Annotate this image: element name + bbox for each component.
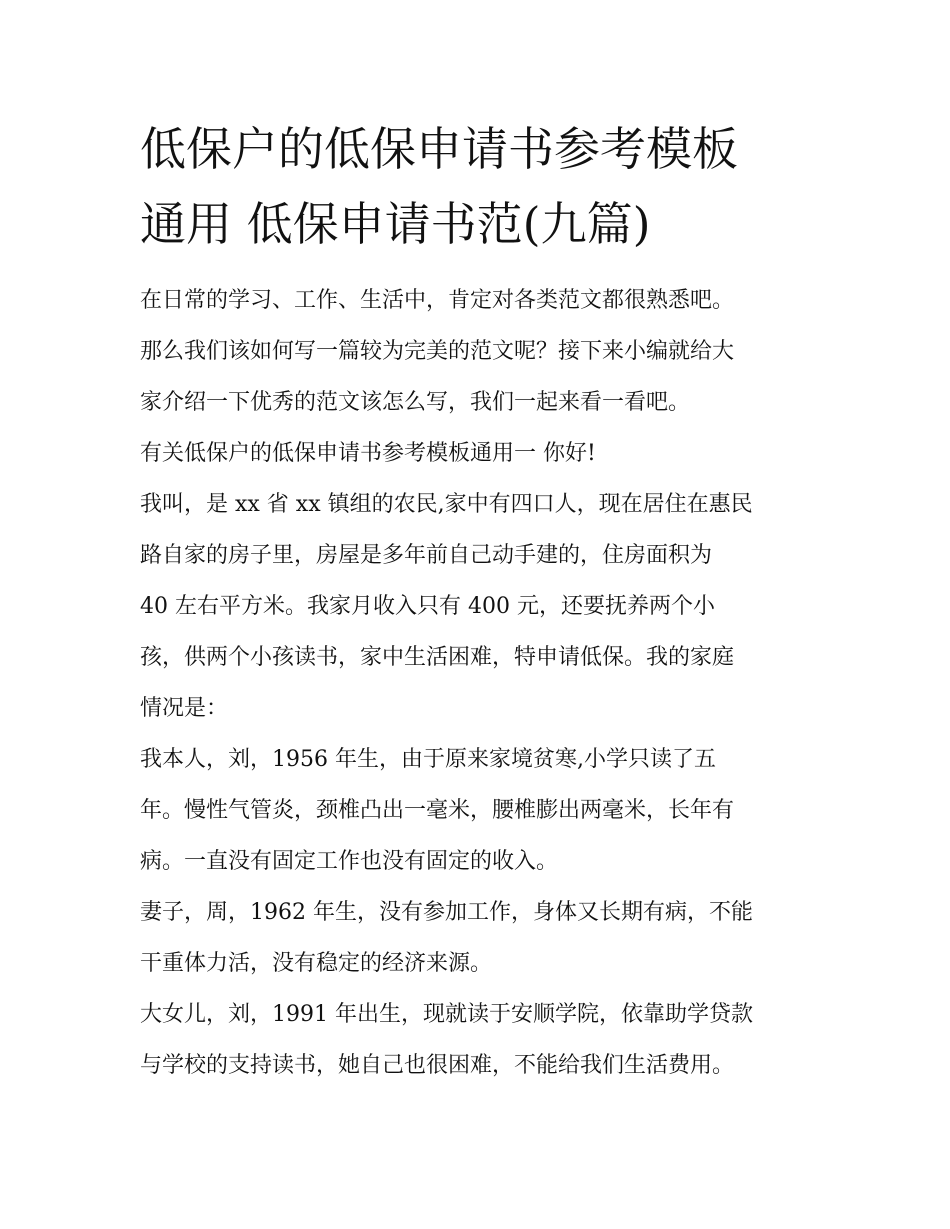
- body-line: 病。一直没有固定工作也没有固定的收入。: [140, 849, 559, 874]
- body-line: 大女儿，刘，1991 年出生，现就读于安顺学院，依靠助学贷款: [140, 1002, 753, 1027]
- body-line: 干重体力活，没有稳定的经济来源。: [140, 951, 493, 976]
- title-line-1: 低保户的低保申请书参考模板: [140, 122, 738, 176]
- body-line: 我叫，是 xx 省 xx 镇组的农民,家中有四口人，现在居住在惠民: [140, 492, 753, 517]
- body-line: 年。慢性气管炎，颈椎凸出一毫米，腰椎膨出两毫米，长年有: [140, 798, 735, 823]
- title-line-2: 通用 低保申请书范(九篇): [140, 197, 651, 251]
- body-line: 孩，供两个小孩读书，家中生活困难，特申请低保。我的家庭: [140, 645, 735, 670]
- body-line: 有关低保户的低保申请书参考模板通用一 你好!: [140, 441, 596, 466]
- body-line: 那么我们该如何写一篇较为完美的范文呢？接下来小编就给大: [140, 339, 735, 364]
- body-line: 我本人，刘，1956 年生，由于原来家境贫寒,小学只读了五: [140, 747, 716, 772]
- body-line: 40 左右平方米。我家月收入只有 400 元，还要抚养两个小: [140, 594, 715, 619]
- body-line: 在日常的学习、工作、生活中，肯定对各类范文都很熟悉吧。: [140, 288, 735, 313]
- body-line: 情况是：: [140, 696, 229, 721]
- body-line: 妻子，周，1962 年生，没有参加工作，身体又长期有病，不能: [140, 900, 753, 925]
- body-line: 路自家的房子里，房屋是多年前自己动手建的，住房面积为: [140, 543, 713, 568]
- document-body: [140, 275, 830, 1091]
- body-line: 与学校的支持读书，她自己也很困难，不能给我们生活费用。: [140, 1053, 735, 1078]
- body-line: 家介绍一下优秀的范文该怎么写，我们一起来看一看吧。: [140, 390, 691, 415]
- document-title: [140, 112, 830, 262]
